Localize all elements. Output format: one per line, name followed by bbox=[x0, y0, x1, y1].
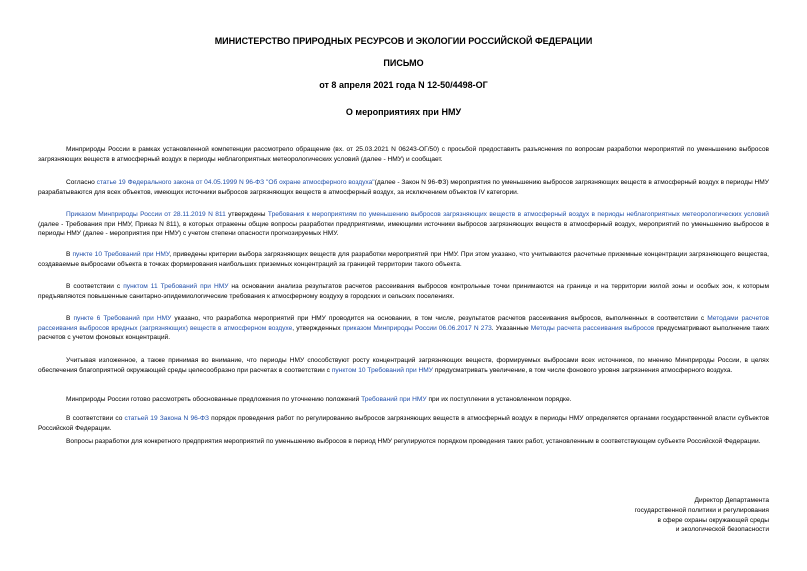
link-dispersion-methods[interactable]: Методы расчета рассеивания выбросов bbox=[530, 324, 655, 332]
paragraph-text: , утвержденных bbox=[292, 324, 343, 332]
document-type: ПИСЬМО bbox=[383, 58, 424, 68]
link-law-96fz-article-19[interactable]: статье 19 Федерального закона от 04.05.1999 N 96-ФЗ "Об охране атмосферного воздуха" bbox=[96, 179, 375, 186]
link-point-6[interactable]: пункте 6 Требований при НМУ bbox=[73, 315, 172, 322]
paragraph-6 bbox=[38, 314, 769, 343]
paragraph-text: . Указанные bbox=[491, 324, 531, 332]
paragraph-text: при их поступлении в установленном порядке. bbox=[426, 396, 572, 403]
link-point-10[interactable]: пунктом 10 Требований при НМУ bbox=[331, 366, 433, 374]
paragraph-text: Минприроды России готово рассмотреть обоснованные предложения по уточнению положений bbox=[66, 396, 362, 403]
paragraph-8 bbox=[38, 395, 769, 405]
paragraph-text: предусматривать увеличение, в том числе фонового уровня загрязнения атмосферного воздуха. bbox=[432, 366, 733, 374]
paragraph-10 bbox=[38, 437, 769, 447]
paragraph-7 bbox=[38, 356, 769, 375]
link-point-11[interactable]: пунктом 11 Требований при НМУ bbox=[123, 283, 229, 290]
paragraph-4 bbox=[38, 250, 769, 269]
document-subject: О мероприятиях при НМУ bbox=[345, 107, 462, 117]
signature-line: Директор Департамента bbox=[694, 497, 769, 504]
signature-line: и экологической безопасности bbox=[675, 526, 769, 534]
paragraph-1 bbox=[38, 145, 769, 164]
paragraph-text: , приведены критерии выбора загрязняющих веществ для разработки мероприятий при НМУ. При этом указано, что учитываются расчетные приземные концентрации загрязняющего вещества, создаваемые выбросами объекта в точках формирования наибольших приземных концентраций за границей территории такого объекта. bbox=[38, 251, 769, 268]
paragraph-5 bbox=[38, 282, 769, 301]
paragraph-3 bbox=[38, 210, 769, 239]
link-requirements-nmu[interactable]: Требования к мероприятиям по уменьшению выбросов загрязняющих веществ в атмосферный воздух в периоды неблагоприятных метеорологических условий bbox=[267, 211, 769, 218]
paragraph-text: указано, что разработка мероприятий при НМУ проводится на основании, в том числе, результатов расчетов рассеивания выбросов, выполненных в соответствии с bbox=[171, 315, 708, 322]
paragraph-text: на основании анализа результатов расчетов рассеивания выбросов контрольные точки принимаются на границе и на территории жилой зоны и особых зон, к которым предъявляются повышенные санитарно-эпидемиологические требования к атмосферному воздуху в городских и сельских поселениях. bbox=[38, 283, 770, 300]
paragraph-2 bbox=[38, 178, 769, 197]
link-order-811[interactable]: Приказом Минприроды России от 28.11.2019 N 811 bbox=[66, 211, 226, 218]
paragraph-text: Минприроды России в рамках установленной компетенции рассмотрело обращение (вх. от 25.03.2021 N 06243-ОГ/50) с просьбой предоставить разъяснения по вопросам разработки мероприятий по уменьшению выбросов загрязняющих веществ в атмосферный воздух в периоды неблагоприятных метеорологических условий (далее - НМУ) и сообщает. bbox=[38, 146, 769, 163]
signature-line: в сфере охраны окружающей среды bbox=[657, 516, 769, 524]
paragraph-text: В bbox=[66, 315, 74, 322]
link-calculation-methods[interactable]: Методами расчетов рассеивания выбросов вредных (загрязняющих) веществ в атмосферном воздухе bbox=[38, 315, 770, 332]
paragraph-text: предусматривают выполнение таких расчетов с учетом фоновых концентраций. bbox=[38, 324, 769, 342]
paragraph-text: Вопросы разработки для конкретного предприятия мероприятий по уменьшению выбросов в период НМУ регулируются порядком проведения таких работ, установленным в соответствующем субъекте Российской Федерации. bbox=[66, 438, 761, 445]
paragraph-text: В соответствии с bbox=[66, 283, 124, 290]
paragraph-text: утверждены bbox=[225, 211, 268, 218]
link-requirements-nmu[interactable]: Требований при НМУ bbox=[361, 396, 427, 403]
paragraph-text: порядок проведения работ по регулированию выбросов загрязняющих веществ в атмосферный воздух в периоды НМУ определяется органами государственной власти субъектов Российской Федерации. bbox=[38, 415, 769, 432]
ministry-title: МИНИСТЕРСТВО ПРИРОДНЫХ РЕСУРСОВ И ЭКОЛОГИИ РОССИЙСКОЙ ФЕДЕРАЦИИ bbox=[214, 36, 593, 46]
paragraph-9 bbox=[38, 414, 769, 433]
paragraph-text: (далее - Закон N 96-ФЗ) мероприятия по уменьшению выбросов загрязняющих веществ в атмосферный воздух в периоды НМУ разрабатываются для всех объектов, имеющих источники выбросов загрязняющих веществ в атмосферный воздух, за исключением объектов IV категории. bbox=[38, 179, 769, 196]
paragraph-text: В bbox=[66, 251, 73, 258]
signature-line: государственной политики и регулирования bbox=[634, 506, 769, 514]
link-law-96fz-article-19[interactable]: статьей 19 Закона N 96-ФЗ bbox=[124, 415, 209, 422]
signature-block bbox=[549, 496, 769, 535]
paragraph-text: В соответствии со bbox=[66, 415, 125, 422]
link-point-10[interactable]: пункте 10 Требований при НМУ bbox=[72, 251, 170, 258]
paragraph-text: (далее - Требования при НМУ, Приказ N 811), в которых отражены общие вопросы разработки предприятиями, имеющими источники выбросов загрязняющих веществ в атмосферный воздух, мероприятий по уменьшению выбросов в периоды НМУ (далее - мероприятия при НМУ) с учетом степени опасности прогнозируемых НМУ. bbox=[38, 220, 769, 238]
document-date-number: от 8 апреля 2021 года N 12-50/4498-ОГ bbox=[319, 80, 488, 90]
link-order-273[interactable]: приказом Минприроды России 06.06.2017 N 273 bbox=[342, 324, 492, 332]
paragraph-text: Согласно bbox=[66, 179, 97, 186]
paragraph-text: Учитывая изложенное, а также принимая во внимание, что периоды НМУ способствуют росту концентраций загрязняющих веществ, формируемых выбросами всех источников, по мнению Минприроды России, в целях обеспечения благоприятной окружающей среды целесообразно при расчетах в соответствии с bbox=[38, 357, 769, 374]
